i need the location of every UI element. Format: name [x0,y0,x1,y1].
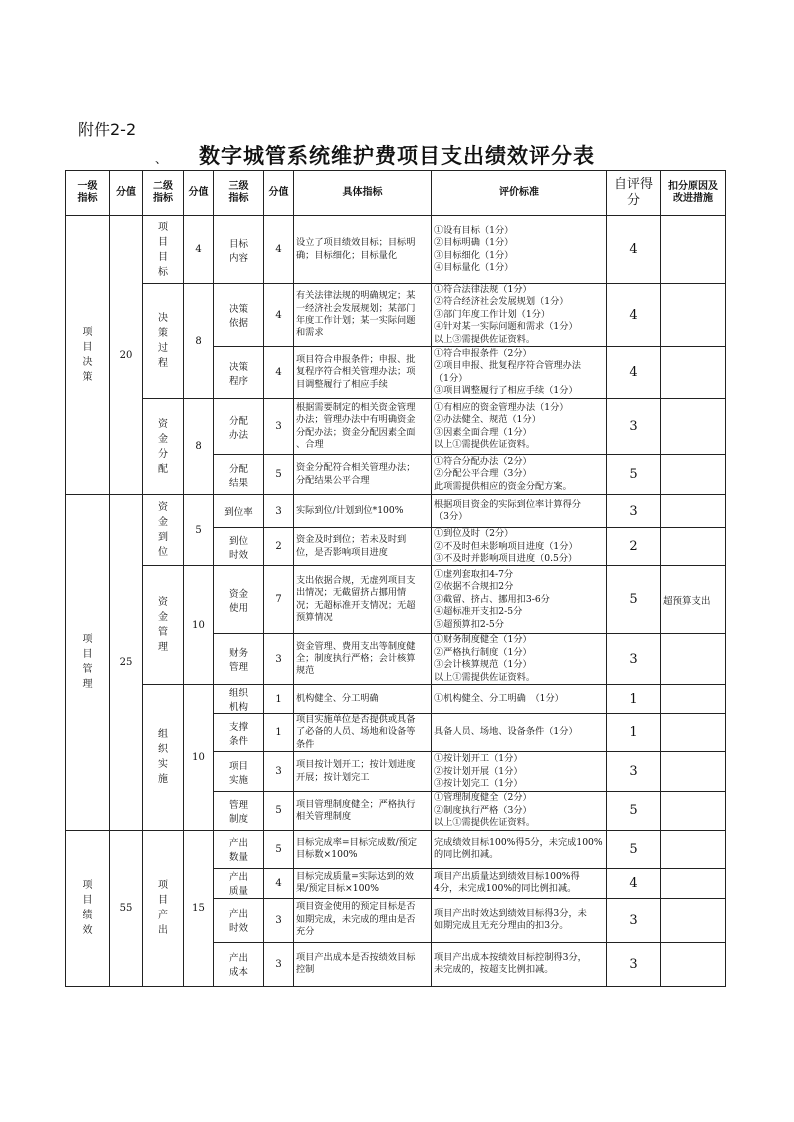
deduct-reason-cell [661,455,726,495]
header-self-score: 自评得 分 [607,171,661,216]
level2-score: 10 [184,566,214,685]
self-score-cell: 3 [607,752,661,792]
spec-cell: 资金分配符合相关管理办法； 分配结果公平合理 [294,455,432,495]
deduct-reason-cell [661,347,726,399]
level3-cell: 到位率 [214,495,264,528]
deduct-reason-cell [661,714,726,752]
level3-score: 4 [264,868,294,898]
standard-cell: ①管理制度健全（2分） ②制度执行严格（3分） 以上①需提供佐证资料。 [432,792,607,830]
level3-cell: 分配 结果 [214,455,264,495]
spec-cell: 项目管理制度健全；严格执行 相关管理制度 [294,792,432,830]
deduct-reason-cell [661,399,726,455]
self-score-cell: 5 [607,455,661,495]
deduct-reason-cell [661,284,726,347]
self-score-cell: 4 [607,216,661,284]
level3-score: 1 [264,714,294,752]
deduct-reason-cell [661,216,726,284]
level2-cell: 组 织 实 施 [143,685,184,831]
spec-cell: 支出依据合规，无虚列项目支 出情况；无截留挤占挪用情 况；无超标准开支情况；无超 预算情况 [294,566,432,634]
level3-cell: 分配 办法 [214,399,264,455]
spec-cell: 项目产出成本是否按绩效目标 控制 [294,942,432,986]
header-standard: 评价标准 [432,171,607,216]
table-row [66,685,726,714]
standard-cell: ①有相应的资金管理办法（1分） ②办法健全、规范（1分） ③因素全面合理（1分） 以上①需提供佐证资料。 [432,399,607,455]
level3-score: 5 [264,830,294,868]
table-row [66,830,726,868]
standard-cell: 项目产出时效达到绩效目标得3分，未 如期完成且无充分理由的扣3分。 [432,898,607,942]
self-score-cell: 1 [607,714,661,752]
level3-cell: 产出 数量 [214,830,264,868]
deduct-reason-cell [661,942,726,986]
level2-score: 8 [184,284,214,399]
header-row [66,171,726,216]
standard-cell: ①设有目标（1分） ②目标明确（1分） ③目标细化（1分） ④目标量化（1分） [432,216,607,284]
deduct-reason-cell [661,495,726,528]
header-spec: 具体指标 [294,171,432,216]
level1-score: 25 [110,495,143,830]
level3-cell: 管理 制度 [214,792,264,830]
level3-cell: 决策 程序 [214,347,264,399]
level3-cell: 目标 内容 [214,216,264,284]
level3-score: 5 [264,792,294,830]
spec-cell: 项目实施单位是否提供或具备 了必备的人员、场地和设备等 条件 [294,714,432,752]
standard-cell: 项目产出质量达到绩效目标100%得 4分，未完成100%的同比例扣减。 [432,868,607,898]
table-row [66,216,726,284]
level3-score: 2 [264,528,294,566]
self-score-cell: 5 [607,830,661,868]
level3-cell: 产出 时效 [214,898,264,942]
level3-score: 3 [264,942,294,986]
level3-score: 4 [264,347,294,399]
spec-cell: 实际到位/计划到位*100% [294,495,432,528]
standard-cell: ①到位及时（2分） ②不及时但未影响项目进度（1分） ③不及时并影响项目进度（0.5分） [432,528,607,566]
standard-cell: ①符合法律法规（1分） ②符合经济社会发展规划（1分） ③部门年度工作计划（1分） ④针对某一实际问题和需求（1分） 以上③需提供佐证资料。 [432,284,607,347]
self-score-cell: 3 [607,495,661,528]
deduct-reason-cell [661,752,726,792]
self-score-cell: 1 [607,685,661,714]
header-deduct: 扣分原因及 改进措施 [661,171,726,216]
deduct-reason-cell [661,792,726,830]
self-score-cell: 3 [607,942,661,986]
standard-cell: ①财务制度健全（1分） ②严格执行制度（1分） ③会计核算规范（1分） 以上①需提供佐证资料。 [432,634,607,685]
standard-cell: ①符合分配办法（2分） ②分配公平合理（3分） 此项需提供相应的资金分配方案。 [432,455,607,495]
header-level1: 一级 指标 [66,171,110,216]
level2-cell: 资 金 到 位 [143,495,184,566]
level3-cell: 到位 时效 [214,528,264,566]
level1-score: 20 [110,216,143,495]
level3-score: 3 [264,399,294,455]
level3-score: 3 [264,495,294,528]
self-score-cell: 3 [607,399,661,455]
table-row [66,495,726,528]
spec-cell: 资金及时到位；若未及时到 位，是否影响项目进度 [294,528,432,566]
deduct-reason-cell: 超预算支出 [661,566,726,634]
spec-cell: 资金管理、费用支出等制度健 全；制度执行严格；会计核算 规范 [294,634,432,685]
deduct-reason-cell [661,634,726,685]
level2-score: 8 [184,399,214,495]
standard-cell: ①机构健全、分工明确 （1分） [432,685,607,714]
spec-cell: 项目资金使用的预定目标是否 如期完成，未完成的理由是否 充分 [294,898,432,942]
spec-cell: 根据需要制定的相关资金管理 办法；管理办法中有明确资金 分配办法；资金分配因素全面 、合理 [294,399,432,455]
standard-cell: ①符合申报条件（2分） ②项目申报、批复程序符合管理办法 （1分） ③项目调整履行了相应手续（1分） [432,347,607,399]
level2-score: 15 [184,830,214,986]
level3-score: 4 [264,284,294,347]
standard-cell: ①虚列套取扣4-7分 ②依据不合规扣2分 ③截留、挤占、挪用扣3-6分 ④超标准开支扣2-5分 ⑤超预算扣2-5分 [432,566,607,634]
level3-score: 3 [264,752,294,792]
self-score-cell: 4 [607,284,661,347]
level3-cell: 决策 依据 [214,284,264,347]
level3-score: 3 [264,898,294,942]
spec-cell: 设立了项目绩效目标；目标明 确；目标细化；目标量化 [294,216,432,284]
spec-cell: 目标完成率=目标完成数/预定 目标数×100% [294,830,432,868]
table-row [66,399,726,455]
level1-cell: 项 目 管 理 [66,495,110,830]
deduct-reason-cell [661,830,726,868]
self-score-cell: 5 [607,792,661,830]
level3-cell: 项目 实施 [214,752,264,792]
header-score3: 分值 [264,171,294,216]
self-score-cell: 3 [607,634,661,685]
level2-cell: 资 金 管 理 [143,566,184,685]
level3-cell: 组织 机构 [214,685,264,714]
deduct-reason-cell [661,528,726,566]
standard-cell: 根据项目资金的实际到位率计算得分 （3分） [432,495,607,528]
standard-cell: ①按计划开工（1分） ②按计划开展（1分） ③按计划完工（1分） [432,752,607,792]
level3-cell: 支撑 条件 [214,714,264,752]
standard-cell: 完成绩效目标100%得5分，未完成100% 的同比例扣减。 [432,830,607,868]
level3-score: 1 [264,685,294,714]
table-row [66,566,726,634]
self-score-cell: 5 [607,566,661,634]
level1-score: 55 [110,830,143,986]
level3-score: 4 [264,216,294,284]
spec-cell: 项目符合申报条件；申报、批 复程序符合相关管理办法；项 目调整履行了相应手续 [294,347,432,399]
standard-cell: 具备人员、场地、设备条件（1分） [432,714,607,752]
level3-score: 7 [264,566,294,634]
table-row [66,284,726,347]
header-level3: 三级 指标 [214,171,264,216]
spec-cell: 目标完成质量=实际达到的效 果/预定目标×100% [294,868,432,898]
evaluation-table [65,170,726,987]
deduct-reason-cell [661,898,726,942]
level3-cell: 产出 成本 [214,942,264,986]
self-score-cell: 3 [607,898,661,942]
standard-cell: 项目产出成本按绩效目标控制得3分， 未完成的，按超支比例扣减。 [432,942,607,986]
self-score-cell: 4 [607,868,661,898]
level2-cell: 资 金 分 配 [143,399,184,495]
level2-score: 5 [184,495,214,566]
self-score-cell: 2 [607,528,661,566]
spec-cell: 有关法律法规的明确规定；某 一经济社会发展规划；某部门 年度工作计划；某一实际问题 和需求 [294,284,432,347]
level3-cell: 资金 使用 [214,566,264,634]
level1-cell: 项 目 绩 效 [66,830,110,986]
header-level2: 二级 指标 [143,171,184,216]
level3-score: 5 [264,455,294,495]
spec-cell: 机构健全、分工明确 [294,685,432,714]
level3-cell: 产出 质量 [214,868,264,898]
page-title: 数字城管系统维护费项目支出绩效评分表 [199,144,595,168]
self-score-cell: 4 [607,347,661,399]
level1-cell: 项 目 决 策 [66,216,110,495]
level2-score: 10 [184,685,214,831]
level2-cell: 项 目 产 出 [143,830,184,986]
deduct-reason-cell [661,685,726,714]
level3-cell: 财务 管理 [214,634,264,685]
attachment-label: 附件2-2 [78,120,137,139]
header-score2: 分值 [184,171,214,216]
level2-cell: 决 策 过 程 [143,284,184,399]
level2-score: 4 [184,216,214,284]
scan-mark: 、 [155,152,168,166]
deduct-reason-cell [661,868,726,898]
spec-cell: 项目按计划开工；按计划进度 开展；按计划完工 [294,752,432,792]
level3-score: 3 [264,634,294,685]
level2-cell: 项 目 目 标 [143,216,184,284]
header-score1: 分值 [110,171,143,216]
